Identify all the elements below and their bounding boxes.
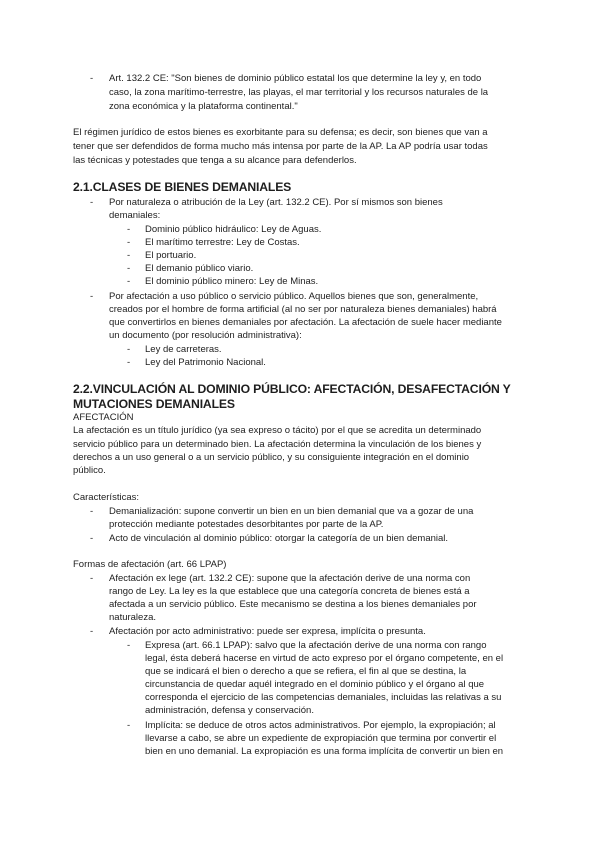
list-item-line: un documento (por resolución administrativa): [109,330,302,341]
sub-list-item-line: Expresa (art. 66.1 LPAP): salvo que la afectación derive de una norma con rango [145,640,487,651]
sub-list-item-line: llevarse a cabo, se abre un expediente de expropiación que termina por convertir el [145,733,497,744]
sub-list-item: El dominio público minero: Ley de Minas. [145,276,319,287]
list-item-line: Por afectación a uso público o servicio público. Aquellos bienes que son, generalmente, [109,291,479,302]
sub-list-item-line: que se indicará el bien o derecho a que se refiera, el fin al que se destina, la [145,666,467,677]
sub-list-item-line: circunstancia de quedar aquél integrado en el dominio público y el órgano al que [145,679,485,690]
bullet-dash: - [90,73,94,84]
bullet-dash: - [127,276,131,287]
paragraph-line: servicio público para un determinado bien. La afectación determina la vinculación de los bienes y [73,439,482,450]
quote-line: Art. 132.2 CE: "Son bienes de dominio público estatal los que determine la ley y, en todo [109,73,482,84]
subheading-afectacion: AFECTACIÓN [73,412,134,423]
sub-list-item: El demanio público viario. [145,263,254,274]
caracteristicas-label: Características: [73,492,139,503]
sub-list-item-line: legal, ésta deberá hacerse en virtud de acto expreso por el órgano competente, en el [145,653,504,664]
bullet-dash: - [127,250,131,261]
list-item-line: naturaleza. [109,612,157,623]
bullet-dash: - [127,224,131,235]
sub-list-item-line: bien en uno demanial. La expropiación es una forma implícita de convertir un bien en [145,746,504,757]
list-item-line: Por naturaleza o atribución de la Ley (art. 132.2 CE). Por sí mismos son bienes [109,197,443,208]
sub-list-item: Ley de carreteras. [145,344,222,355]
quote-line: caso, la zona marítimo-terrestre, las playas, el mar territorial y los recursos naturales de la [109,87,489,98]
section-heading-2-1: 2.1.CLASES DE BIENES DEMANIALES [73,180,292,194]
bullet-dash: - [127,344,131,355]
sub-list-item-line: Implícita: se deduce de otros actos administrativos. Por ejemplo, la expropiación; al [145,720,496,731]
paragraph-line: derechos a un uso general o a un servicio público, y su consiguiente integración en el dominio [73,452,470,463]
bullet-dash: - [90,506,94,517]
list-item-line: rango de Ley. La ley es la que establece que una categoría concreta de bienes está a [109,586,470,597]
list-item-line: Acto de vinculación al dominio público: otorgar la categoría de un bien demanial. [109,533,449,544]
paragraph-line: El régimen jurídico de estos bienes es exorbitante para su defensa; es decir, son bienes que van a [73,127,488,138]
list-item-line: demaniales: [109,210,161,221]
paragraph-line: tener que ser defendidos de forma mucho más intensa por parte de la AP. La AP podría usar todas [73,141,488,152]
bullet-dash: - [127,263,131,274]
bullet-dash: - [90,626,94,637]
bullet-dash: - [127,640,131,651]
bullet-dash: - [127,720,131,731]
bullet-dash: - [90,573,94,584]
list-item-line: Afectación ex lege (art. 132.2 CE): supone que la afectación derive de una norma con [109,573,471,584]
sub-list-item: El marítimo terrestre: Ley de Costas. [145,237,300,248]
section-heading-2-2: 2.2.VINCULACIÓN AL DOMINIO PÚBLICO: AFECTACIÓN, DESAFECTACIÓN Y [73,382,511,396]
list-item-line: creados por el hombre de forma artificial (al no ser por naturaleza bienes demaniales) habrá [109,304,497,315]
list-item-line: Demanialización: supone convertir un bien en un bien demanial que va a gozar de una [109,506,474,517]
list-item-line: protección mediante potestades desorbitantes por parte de la AP. [109,519,384,530]
bullet-dash: - [90,291,94,302]
sub-list-item-line: administración, defensa y conservación. [145,705,314,716]
list-item-line: afectada a un servicio público. Este mecanismo se destina a los bienes demaniales por [109,599,477,610]
bullet-dash: - [127,357,131,368]
paragraph-line: La afectación es un título jurídico (ya sea expreso o tácito) por el que se acredita un determinado [73,425,482,436]
quote-line: zona económica y la plataforma continental." [109,101,298,112]
bullet-dash: - [90,533,94,544]
formas-label: Formas de afectación (art. 66 LPAP) [73,559,227,570]
paragraph-line: público. [73,465,106,476]
list-item-line: que convertirlos en bienes demaniales por afectación. La afectación de suele hacer mediante [109,317,502,328]
paragraph-line: las técnicas y potestades que tenga a su alcance para defenderlos. [73,155,357,166]
bullet-dash: - [90,197,94,208]
list-item-line: Afectación por acto administrativo: puede ser expresa, implícita o presunta. [109,626,426,637]
sub-list-item-line: corresponda el ejercicio de las competencias demaniales, incluidas las relativas a su [145,692,502,703]
sub-list-item: Dominio público hidráulico: Ley de Aguas. [145,224,322,235]
sub-list-item: Ley del Patrimonio Nacional. [145,357,266,368]
bullet-dash: - [127,237,131,248]
section-heading-2-2: MUTACIONES DEMANIALES [73,397,235,411]
sub-list-item: El portuario. [145,250,197,261]
